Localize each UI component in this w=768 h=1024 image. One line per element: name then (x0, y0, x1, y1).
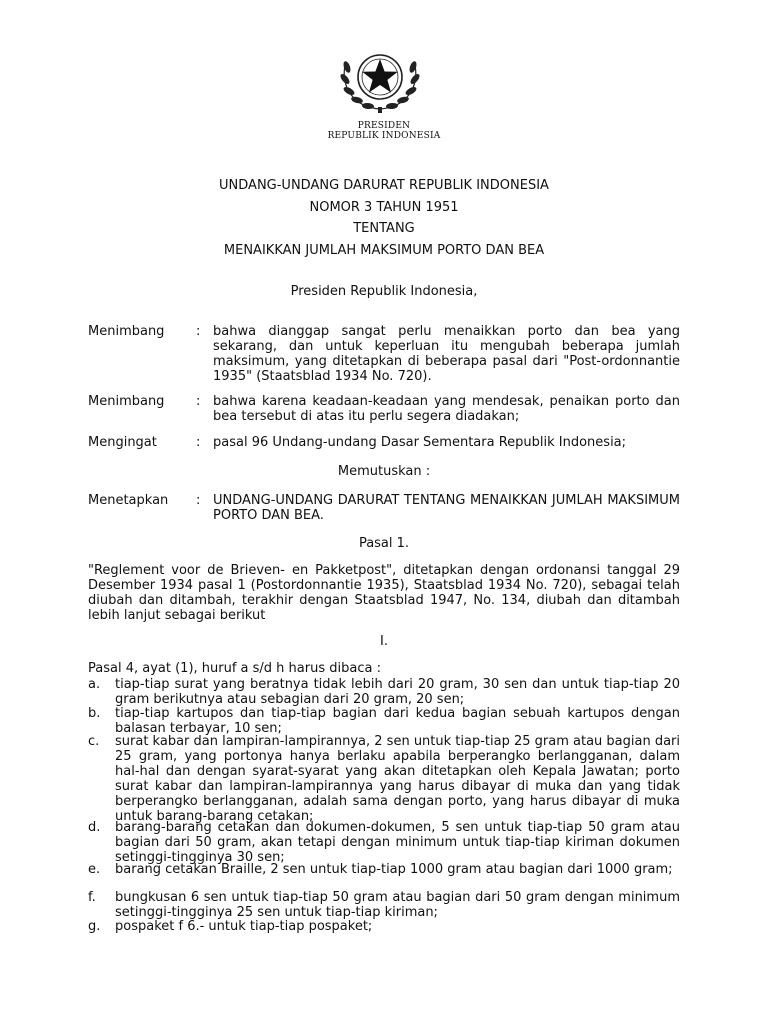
list-item-text: barang-barang cetakan dan dokumen-dokumen, 5 sen untuk tiap-tiap 50 gram atau bagian dari 50 gram, akan tetapi dengan minimum untuk tiap-tiap kiriman dokumen setinggi-tingginya 30 sen; (115, 820, 680, 865)
clause-label: Menimbang (88, 394, 165, 409)
list-item-letter: e. (88, 862, 101, 877)
list-item-text: barang cetakan Braille, 2 sen untuk tiap-tiap 1000 gram atau bagian dari 1000 gram; (115, 862, 673, 877)
list-item-letter: c. (88, 734, 100, 749)
list-item-text: tiap-tiap surat yang beratnya tidak lebih dari 20 gram, 30 sen dan untuk tiap-tiap 20 gram berikutnya atau sebagian dari 20 gram, 20 sen; (115, 677, 680, 707)
clause-text: bahwa dianggap sangat perlu menaikkan porto dan bea yang sekarang, dan untuk keperluan itu mengubah beberapa jumlah maksimum, yang ditetapkan di beberapa pasal dari "Post-ordonnantie 1935" (Staatsblad 1934 No. 720). (213, 324, 680, 384)
title-line-1: UNDANG-UNDANG DARURAT REPUBLIK INDONESIA (219, 178, 549, 193)
list-item-letter: b. (88, 706, 101, 721)
list-item-letter: f. (88, 890, 96, 905)
title-line-2: NOMOR 3 TAHUN 1951 (309, 200, 459, 215)
title-line-3: TENTANG (353, 221, 415, 236)
clause-label: Mengingat (88, 435, 157, 450)
pasal-1-heading: Pasal 1. (358, 536, 410, 551)
clause-colon: : (196, 493, 201, 508)
clause-colon: : (196, 324, 201, 339)
garuda-emblem-icon (335, 37, 425, 117)
clause-text: UNDANG-UNDANG DARURAT TENTANG MENAIKKAN JUMLAH MAKSIMUM PORTO DAN BEA. (213, 493, 680, 523)
list-item-letter: a. (88, 677, 101, 692)
clause-colon: : (196, 394, 201, 409)
list-item-text: bungkusan 6 sen untuk tiap-tiap 50 gram atau bagian dari 50 gram dengan minimum setinggi-tingginya 25 sen untuk tiap-tiap kiriman; (115, 890, 680, 920)
clause-colon: : (196, 435, 201, 450)
list-item-letter: d. (88, 820, 101, 835)
header-presiden: PRESIDEN (357, 121, 411, 131)
list-item-text: surat kabar dan lampiran-lampirannya, 2 sen untuk tiap-tiap 25 gram atau bagian dari 25 gram, yang portonya hanya berlaku apabila berperangko berlangganan, dalam hal-hal dan dengan syarat-syarat yang akan ditetapkan oleh Kepala Jawatan; porto surat kabar dan lampiran-lampirannya yang harus dibayar di muka dan yang tidak berperangko berlangganan, adalah sama dengan porto, yang harus dibayar di muka untuk barang-barang cetakan; (115, 734, 680, 824)
memutuskan-heading: Memutuskan : (337, 464, 431, 479)
header-republik: REPUBLIK INDONESIA (327, 131, 441, 141)
title-line-4: MENAIKKAN JUMLAH MAKSIMUM PORTO DAN BEA (223, 243, 545, 258)
clause-text: bahwa karena keadaan-keadaan yang mendesak, penaikan porto dan bea tersebut di atas itu perlu segera diadakan; (213, 394, 680, 424)
clause-label: Menetapkan (88, 493, 169, 508)
clause-label: Menimbang (88, 324, 165, 339)
president-line: Presiden Republik Indonesia, (290, 284, 478, 299)
clause-text: pasal 96 Undang-undang Dasar Sementara Republik Indonesia; (213, 435, 627, 450)
list-item-text: tiap-tiap kartupos dan tiap-tiap bagian dari kedua bagian sebuah kartupos dengan balasan terbayar, 10 sen; (115, 706, 680, 736)
list-intro: Pasal 4, ayat (1), huruf a s/d h harus dibaca : (88, 661, 381, 676)
list-item-letter: g. (88, 919, 101, 934)
list-item-text: pospaket f 6.- untuk tiap-tiap pospaket; (115, 919, 373, 934)
pasal-1-text: "Reglement voor de Brieven- en Pakketpost", ditetapkan dengan ordonansi tanggal 29 Desember 1934 pasal 1 (Postordonnantie 1935), Staatsblad 1934 No. 720), sebagai telah diubah dan ditambah, terakhir dengan Staatsblad 1947, No. 134, diubah dan ditambah lebih lanjut sebagai berikut (88, 563, 680, 623)
section-roman-numeral: I. (380, 634, 388, 649)
